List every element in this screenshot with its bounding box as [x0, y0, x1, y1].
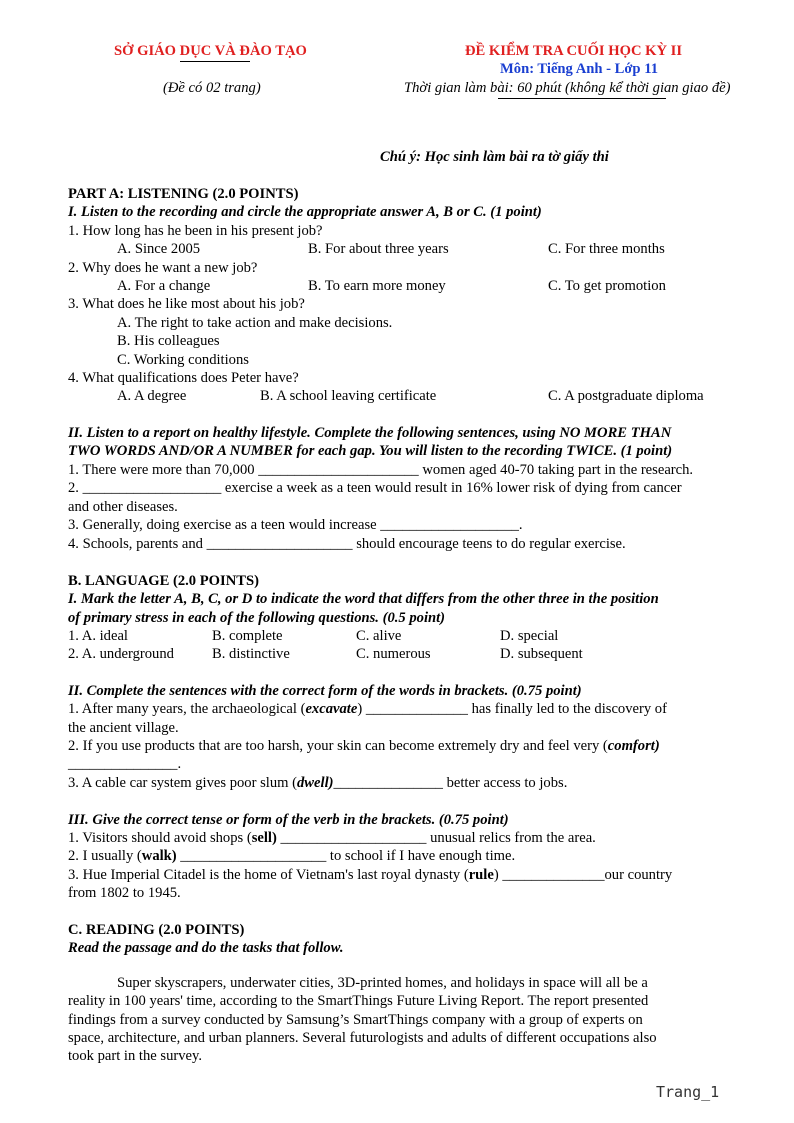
stress-q2-c: C. numerous [356, 646, 431, 662]
verb-sentence-1: 1. Visitors should avoid shops (sell) ____________________ unusual relics from the area. [68, 830, 596, 846]
part-a-sec2-instruction-2: TWO WORDS AND/OR A NUMBER for each gap. You will listen to the recording TWICE. (1 point) [68, 443, 673, 459]
gap-sentence-4: 4. Schools, parents and ____________________ should encourage teens to do regular exercise. [68, 536, 626, 552]
q1-option-a: A. Since 2005 [117, 241, 201, 257]
passage-line-4: space, architecture, and urban planners. Several futurologists and adults of different occupations also [68, 1030, 657, 1046]
stress-q2-a: 2. A. underground [68, 646, 174, 662]
header-time-note: Thời gian làm bài: 60 phút (không kể thời gian giao đề) [404, 80, 731, 96]
header-right-title: ĐỀ KIỂM TRA CUỐI HỌC KỲ II [465, 43, 683, 59]
page-number: Trang_1 [656, 1083, 720, 1101]
gap-sentence-2: 2. ___________________ exercise a week as a teen would result in 16% lower risk of dying from cancer [68, 480, 682, 496]
verb-sentence-3: 3. Hue Imperial Citadel is the home of Vietnam's last royal dynasty (rule) ______________our country [68, 867, 673, 883]
q1-option-c: C. For three months [548, 241, 665, 257]
q2-option-a: A. For a change [117, 278, 211, 294]
header-right-underline [498, 98, 666, 99]
stress-q2-b: B. distinctive [212, 646, 290, 662]
q4-option-b: B. A school leaving certificate [260, 388, 437, 404]
question-3: 3. What does he like most about his job? [68, 296, 305, 312]
header-subject: Môn: Tiếng Anh - Lớp 11 [500, 61, 658, 77]
part-b-sec3-instruction: III. Give the correct tense or form of the verb in the brackets. (0.75 point) [68, 812, 509, 828]
q2-option-c: C. To get promotion [548, 278, 666, 294]
gap-sentence-2-cont: and other diseases. [68, 499, 178, 515]
q1-option-b: B. For about three years [308, 241, 449, 257]
header-left-underline [180, 61, 250, 62]
header-left-title: SỞ GIÁO DỤC VÀ ĐÀO TẠO [114, 43, 307, 59]
word-form-sentence-3: 3. A cable car system gives poor slum (dwell)_______________ better access to jobs. [68, 775, 568, 791]
stress-q1-c: C. alive [356, 628, 402, 644]
verb-sentence-3-cont: from 1802 to 1945. [68, 885, 181, 901]
stress-q1-d: D. special [500, 628, 559, 644]
header-left-note: (Đề có 02 trang) [163, 80, 261, 96]
question-1: 1. How long has he been in his present job? [68, 223, 323, 239]
stress-q1-a: 1. A. ideal [68, 628, 128, 644]
part-c-title: C. READING (2.0 POINTS) [68, 922, 245, 938]
word-form-sentence-1-cont: the ancient village. [68, 720, 179, 736]
part-c-instruction: Read the passage and do the tasks that follow. [68, 940, 344, 956]
q4-option-a: A. A degree [117, 388, 187, 404]
verb-sentence-2: 2. I usually (walk) ____________________ to school if I have enough time. [68, 848, 516, 864]
gap-sentence-1: 1. There were more than 70,000 ______________________ women aged 40-70 taking part in the research. [68, 462, 694, 478]
passage-line-5: took part in the survey. [68, 1048, 203, 1064]
passage-line-1: Super skyscrapers, underwater cities, 3D-printed homes, and holidays in space will all be a [117, 975, 648, 991]
q2-option-b: B. To earn more money [308, 278, 446, 294]
q3-option-c: C. Working conditions [117, 352, 249, 368]
gap-sentence-3: 3. Generally, doing exercise as a teen would increase ___________________. [68, 517, 523, 533]
stress-q1-b: B. complete [212, 628, 283, 644]
part-a-title: PART A: LISTENING (2.0 POINTS) [68, 186, 299, 202]
passage-line-3: findings from a survey conducted by Samsung’s SmartThings company with a group of experts on [68, 1012, 643, 1028]
question-4: 4. What qualifications does Peter have? [68, 370, 299, 386]
part-a-sec1-instruction: I. Listen to the recording and circle the appropriate answer A, B or C. (1 point) [68, 204, 542, 220]
part-a-sec2-instruction-1: II. Listen to a report on healthy lifestyle. Complete the following sentences, using NO MORE THAN [68, 425, 672, 441]
q3-option-b: B. His colleagues [117, 333, 220, 349]
stress-q2-d: D. subsequent [500, 646, 583, 662]
q4-option-c: C. A postgraduate diploma [548, 388, 704, 404]
part-b-sec1-instruction-1: I. Mark the letter A, B, C, or D to indicate the word that differs from the other three in the position [68, 591, 659, 607]
part-b-sec1-instruction-2: of primary stress in each of the following questions. (0.5 point) [68, 610, 446, 626]
question-2: 2. Why does he want a new job? [68, 260, 258, 276]
exam-note: Chú ý: Học sinh làm bài ra tờ giấy thi [380, 149, 609, 165]
passage-line-2: reality in 100 years' time, according to the SmartThings Future Living Report. The report presented [68, 993, 649, 1009]
word-form-sentence-2-cont: _______________. [68, 756, 182, 772]
q3-option-a: A. The right to take action and make decisions. [117, 315, 393, 331]
part-b-title: B. LANGUAGE (2.0 POINTS) [68, 573, 259, 589]
word-form-sentence-1: 1. After many years, the archaeological (excavate) ______________ has finally led to the discovery of [68, 701, 667, 717]
word-form-sentence-2: 2. If you use products that are too harsh, your skin can become extremely dry and feel very (comfort) [68, 738, 660, 754]
part-b-sec2-instruction: II. Complete the sentences with the correct form of the words in brackets. (0.75 point) [68, 683, 582, 699]
